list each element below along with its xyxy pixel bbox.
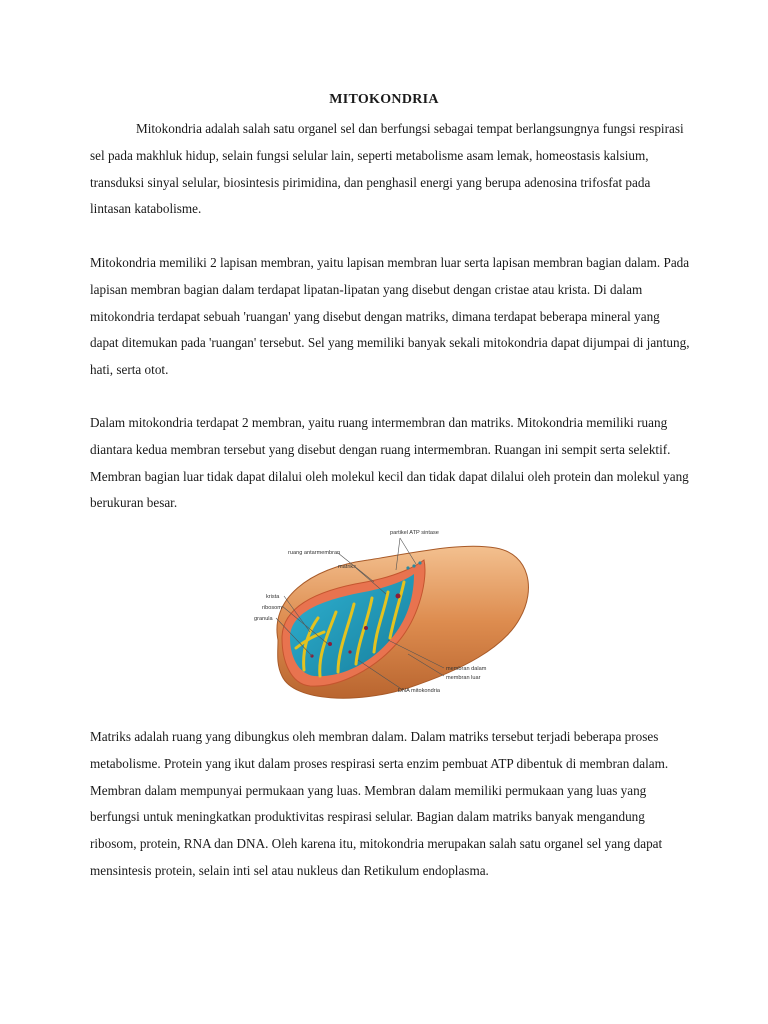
mitochondria-diagram — [248, 520, 538, 716]
label-membran-luar: membran luar — [446, 675, 481, 681]
label-granula: granula — [254, 616, 273, 622]
label-krista: krista — [266, 594, 280, 600]
page-title: MITOKONDRIA — [329, 92, 439, 107]
paragraph-1: Mitokondria adalah salah satu organel sel dan berfungsi sebagai tempat berlangsungnya fungsi respirasi sel pada makhluk hidup, selain fungsi selular lain, seperti metabolisme asam lemak, homeostasis kalsium, transduksi sinyal selular, biosintesis pirimidina, dan penghasil energi yang berupa adenosina trifosfat pada lintasan katabolisme. — [90, 121, 684, 217]
paragraph-2: Mitokondria memiliki 2 lapisan membran, yaitu lapisan membran luar serta lapisan membran bagian dalam. Pada lapisan membran bagian dalam terdapat lipatan-lipatan yang disebut dengan cristae atau krista. Di dalam mitokondria terdapat sebuah 'ruangan' yang disebut dengan matriks, dimana terdapat beberapa mineral yang dapat ditemukan pada 'ruangan' tersebut. Sel yang memiliki banyak sekali mitokondria dapat dijumpai di jantung, hati, serta otot. — [90, 255, 690, 378]
paragraph-4: Matriks adalah ruang yang dibungkus oleh membran dalam. Dalam matriks tersebut terjadi beberapa proses metabolisme. Protein yang ikut dalam proses respirasi serta enzim pembuat ATP dibentuk di membran dalam. Membran dalam mempunyai permukaan yang luas. Membran dalam memiliki permukaan yang luas yang berfungsi untuk meningkatkan produktivitas respirasi selular. Bagian dalam matriks banyak mengandung ribosom, protein, RNA dan DNA. Oleh karena itu, mitokondria merupakan salah satu organel sel yang dapat mensintesis protein, selain inti sel atau nukleus dan Retikulum endoplasma. — [90, 729, 669, 878]
label-matrix: matriks — [338, 564, 357, 570]
paragraph-3: Dalam mitokondria terdapat 2 membran, yaitu ruang intermembran dan matriks. Mitokondria memiliki ruang diantara kedua membran tersebut yang disebut dengan ruang intermembran. Ruangan ini sempit serta selektif. Membran bagian luar tidak dapat dilalui oleh molekul kecil dan tidak dapat dilalui oleh protein dan molekul yang berukuran besar. — [90, 415, 689, 511]
label-intermembrane-space: ruang antarmembran — [288, 550, 341, 556]
label-dna: DNA mitokondria — [398, 688, 440, 694]
label-membran-dalam: membran dalam — [446, 666, 487, 672]
label-ribosom: ribosom — [262, 605, 282, 611]
label-atp-synthase: partikel ATP sintase — [390, 530, 439, 536]
